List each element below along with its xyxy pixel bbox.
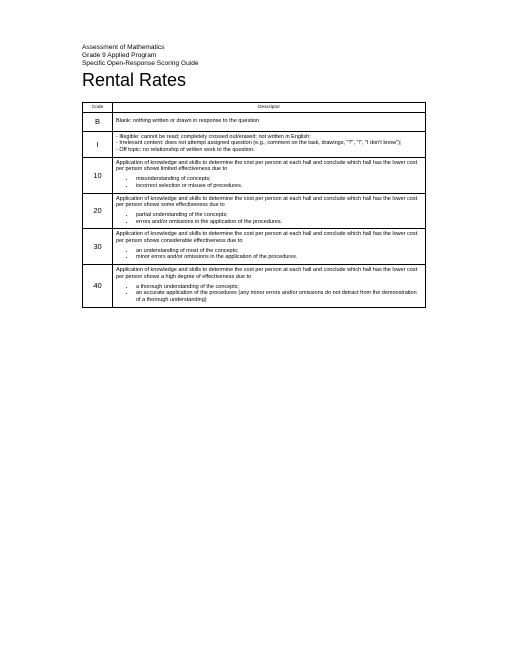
table-row — [83, 265, 426, 308]
document-page — [82, 44, 428, 308]
document-header — [82, 44, 428, 69]
column-header-descriptor: Descriptor — [113, 102, 426, 112]
table-row — [83, 229, 426, 265]
row-descriptor: Blank: nothing written or drawn in response to the question — [113, 112, 426, 131]
grade-program: Grade 9 Applied Program — [82, 52, 157, 60]
row-descriptor — [113, 229, 426, 265]
descriptor-line: - Irrelevant content: does not attempt assigned question (e.g., comment on the task, drawings, "?", "!", "I don't know"); — [116, 140, 402, 147]
row-code: 20 — [83, 193, 113, 229]
bullet-item: • errors and/or omissions in the application of the procedures. — [135, 219, 422, 226]
table-row — [83, 157, 426, 193]
table-row — [83, 193, 426, 229]
bullet-item: • incorrect selection or misuse of procedures. — [135, 183, 422, 190]
descriptor-intro: Application of knowledge and skills to determine the cost per person at each hall and conclude which hall has the lower cost per person shows considerable effectiveness due to — [116, 231, 418, 245]
descriptor-intro: Application of knowledge and skills to determine the cost per person at each hall and conclude which hall has the lower cost per person shows some effectiveness due to — [116, 195, 418, 209]
descriptor-intro: Application of knowledge and skills to determine the cost per person at each hall and conclude which hall has the lower cost per person shows a high degree of effectiveness due to — [116, 267, 418, 280]
bullet-item: • misunderstanding of concepts; — [135, 176, 422, 183]
row-descriptor — [113, 193, 426, 229]
bullet-item: • a thorough understanding of the concepts; — [135, 284, 422, 291]
bullet-list — [116, 176, 422, 189]
table-row — [83, 112, 426, 131]
descriptor-line: - Illegible: cannot be read; completely crossed out/erased; not written in English; — [116, 133, 311, 140]
table-header-row — [83, 102, 426, 112]
row-code: 30 — [83, 229, 113, 265]
bullet-item: • an understanding of most of the concepts; — [135, 248, 422, 255]
row-descriptor — [113, 265, 426, 308]
descriptor-line: - Off topic: no relationship of written work to the question. — [116, 147, 255, 154]
bullet-list — [116, 284, 422, 304]
scoring-table — [82, 102, 426, 308]
assessment-name: Assessment of Mathematics — [82, 44, 165, 51]
bullet-item: • partial understanding of the concepts; — [135, 212, 422, 219]
bullet-list — [116, 248, 422, 261]
page-title: Rental Rates — [82, 69, 187, 90]
bullet-item: • an accurate application of the procedures (any minor errors and/or omissions do not detract from the demonstration of a thorough understanding) — [135, 290, 422, 303]
row-code: I — [83, 131, 113, 157]
descriptor-intro: Application of knowledge and skills to determine the cost per person at each hall and conclude which hall has the lower cost per person shows limited effectiveness due to — [116, 159, 418, 173]
row-code: 10 — [83, 157, 113, 193]
row-descriptor — [113, 157, 426, 193]
row-code: B — [83, 112, 113, 131]
row-code: 40 — [83, 265, 113, 308]
guide-type: Specific Open-Response Scoring Guide — [82, 60, 199, 68]
bullet-list — [116, 212, 422, 225]
column-header-code: Code — [83, 102, 113, 112]
row-descriptor — [113, 131, 426, 157]
table-row — [83, 131, 426, 157]
bullet-item: • minor errors and/or omissions in the application of the procedures. — [135, 254, 422, 261]
